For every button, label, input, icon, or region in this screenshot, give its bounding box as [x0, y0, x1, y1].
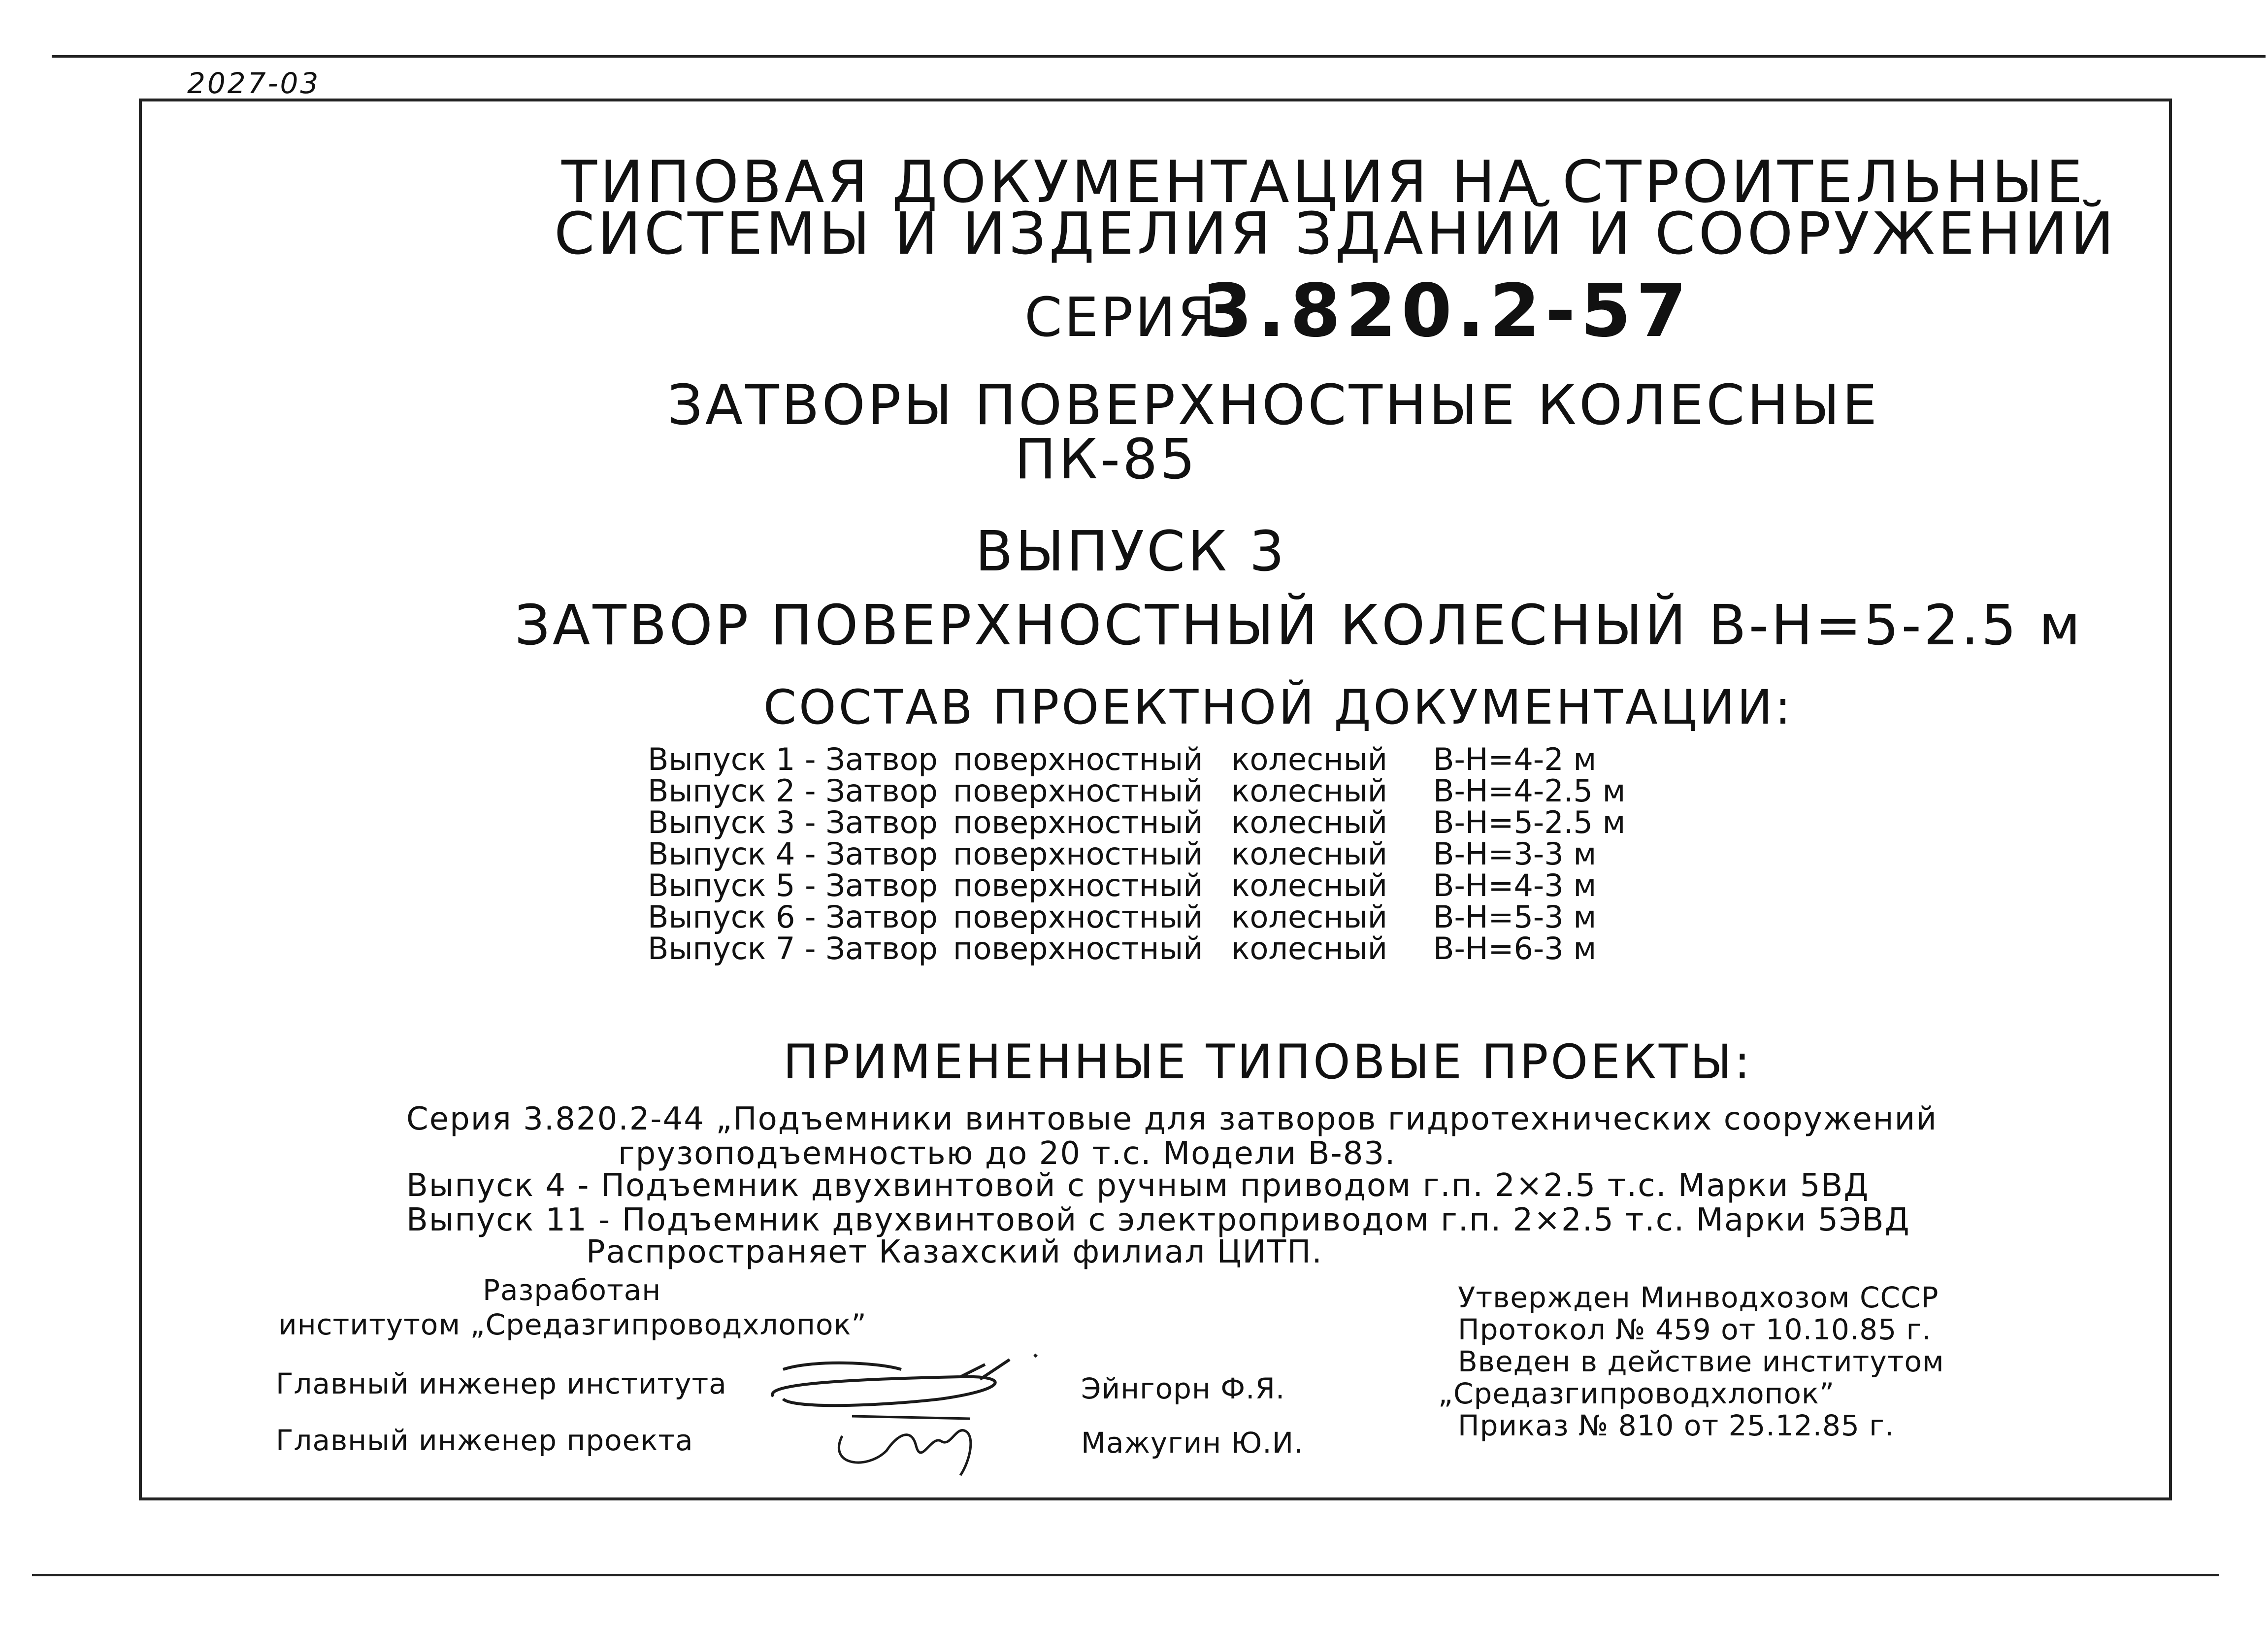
signature-chief-project — [822, 1406, 1000, 1480]
chief-project-role: Главный инженер проекта — [276, 1424, 693, 1457]
approval-line-1: Утвержден Минводхозом СССР — [1458, 1281, 1939, 1314]
item-issue: Выпуск 7 - Затвор — [648, 931, 938, 966]
item-type: колесный — [1231, 867, 1388, 903]
developer-line-2: институтом „Средазгипроводхлопок” — [278, 1308, 867, 1341]
item-issue: Выпуск 1 - Затвор — [648, 741, 938, 777]
item-kind: поверхностный — [953, 931, 1203, 966]
applied-line-1: Серия 3.820.2-44 „Подъемники винтовые для затворов гидротехнических сооружений — [406, 1101, 1938, 1137]
approval-line-3: Введен в действие институтом — [1458, 1345, 1944, 1378]
approval-line-5: Приказ № 810 от 25.12.85 г. — [1458, 1409, 1895, 1442]
item-type: колесный — [1231, 931, 1388, 966]
item-type: колесный — [1231, 899, 1388, 935]
item-type: колесный — [1231, 836, 1388, 872]
item-kind: поверхностный — [953, 773, 1203, 809]
item-size: В-Н=5-3 м — [1433, 899, 1597, 935]
item-type: колесный — [1231, 773, 1388, 809]
issue-label: ВЫПУСК 3 — [975, 520, 1287, 584]
inner-frame-right — [2169, 99, 2172, 1500]
outer-frame-top — [52, 55, 2266, 58]
item-size: В-Н=4-2 м — [1433, 741, 1597, 777]
approval-line-4: „Средазгипроводхлопок” — [1438, 1377, 1835, 1410]
item-issue: Выпуск 4 - Затвор — [648, 836, 938, 872]
item-kind: поверхностный — [953, 836, 1203, 872]
applied-line-2: грузоподъемностью до 20 т.с. Модели В-83. — [618, 1135, 1396, 1172]
item-size: В-Н=4-3 м — [1433, 867, 1597, 903]
applied-line-5: Распространяет Казахский филиал ЦИТП. — [586, 1234, 1323, 1270]
item-issue: Выпуск 2 - Затвор — [648, 773, 938, 809]
item-type: колесный — [1231, 804, 1388, 840]
subject-line-2: ПК-85 — [1015, 428, 1198, 492]
subject-line-1: ЗАТВОРЫ ПОВЕРХНОСТНЫЕ КОЛЕСНЫЕ — [667, 373, 1880, 437]
item-kind: поверхностный — [953, 741, 1203, 777]
approval-line-2: Протокол № 459 от 10.10.85 г. — [1458, 1313, 1932, 1346]
item-kind: поверхностный — [953, 899, 1203, 935]
chief-institute-name: Эйнгорн Ф.Я. — [1081, 1372, 1285, 1405]
item-size: В-Н=5-2.5 м — [1433, 804, 1626, 840]
series-label: СЕРИЯ — [1024, 286, 1217, 349]
item-type: колесный — [1231, 741, 1388, 777]
developer-line-1: Разработан — [483, 1273, 661, 1307]
inner-frame-bottom — [139, 1497, 2172, 1500]
outer-frame-bottom — [32, 1574, 2219, 1576]
applied-line-3: Выпуск 4 - Подъемник двухвинтовой с ручным приводом г.п. 2×2.5 т.с. Марки 5ВД — [406, 1167, 1870, 1204]
inner-frame-top — [139, 99, 2172, 101]
applied-line-4: Выпуск 11 - Подъемник двухвинтовой с электроприводом г.п. 2×2.5 т.с. Марки 5ЭВД — [406, 1202, 1910, 1238]
doc-title-line-2: СИСТЕМЫ И ИЗДЕЛИЯ ЗДАНИЙ И СООРУЖЕНИЙ — [554, 199, 2117, 267]
issue-name: ЗАТВОР ПОВЕРХНОСТНЫЙ КОЛЕСНЫЙ В-Н=5-2.5 м — [515, 594, 2083, 658]
item-kind: поверхностный — [953, 867, 1203, 903]
item-issue: Выпуск 3 - Затвор — [648, 804, 938, 840]
inner-frame-left — [139, 99, 142, 1500]
series-number: 3.820.2-57 — [1202, 268, 1692, 353]
chief-project-name: Мажугин Ю.И. — [1081, 1426, 1304, 1460]
item-issue: Выпуск 6 - Затвор — [648, 899, 938, 935]
applied-heading: ПРИМЕНЕННЫЕ ТИПОВЫЕ ПРОЕКТЫ: — [783, 1034, 1753, 1090]
item-kind: поверхностный — [953, 804, 1203, 840]
item-size: В-Н=3-3 м — [1433, 836, 1597, 872]
composition-heading: СОСТАВ ПРОЕКТНОЙ ДОКУМЕНТАЦИИ: — [763, 680, 1794, 735]
composition-list — [648, 741, 1626, 970]
doc-title-line-1: ТИПОВАЯ ДОКУМЕНТАЦИЯ НА СТРОИТЕЛЬНЫЕ — [561, 148, 2086, 216]
chief-institute-role: Главный инженер института — [276, 1367, 727, 1400]
archive-number: 2027-03 — [187, 66, 321, 100]
item-size: В-Н=4-2.5 м — [1433, 773, 1626, 809]
item-issue: Выпуск 5 - Затвор — [648, 867, 938, 903]
item-size: В-Н=6-3 м — [1433, 931, 1597, 966]
